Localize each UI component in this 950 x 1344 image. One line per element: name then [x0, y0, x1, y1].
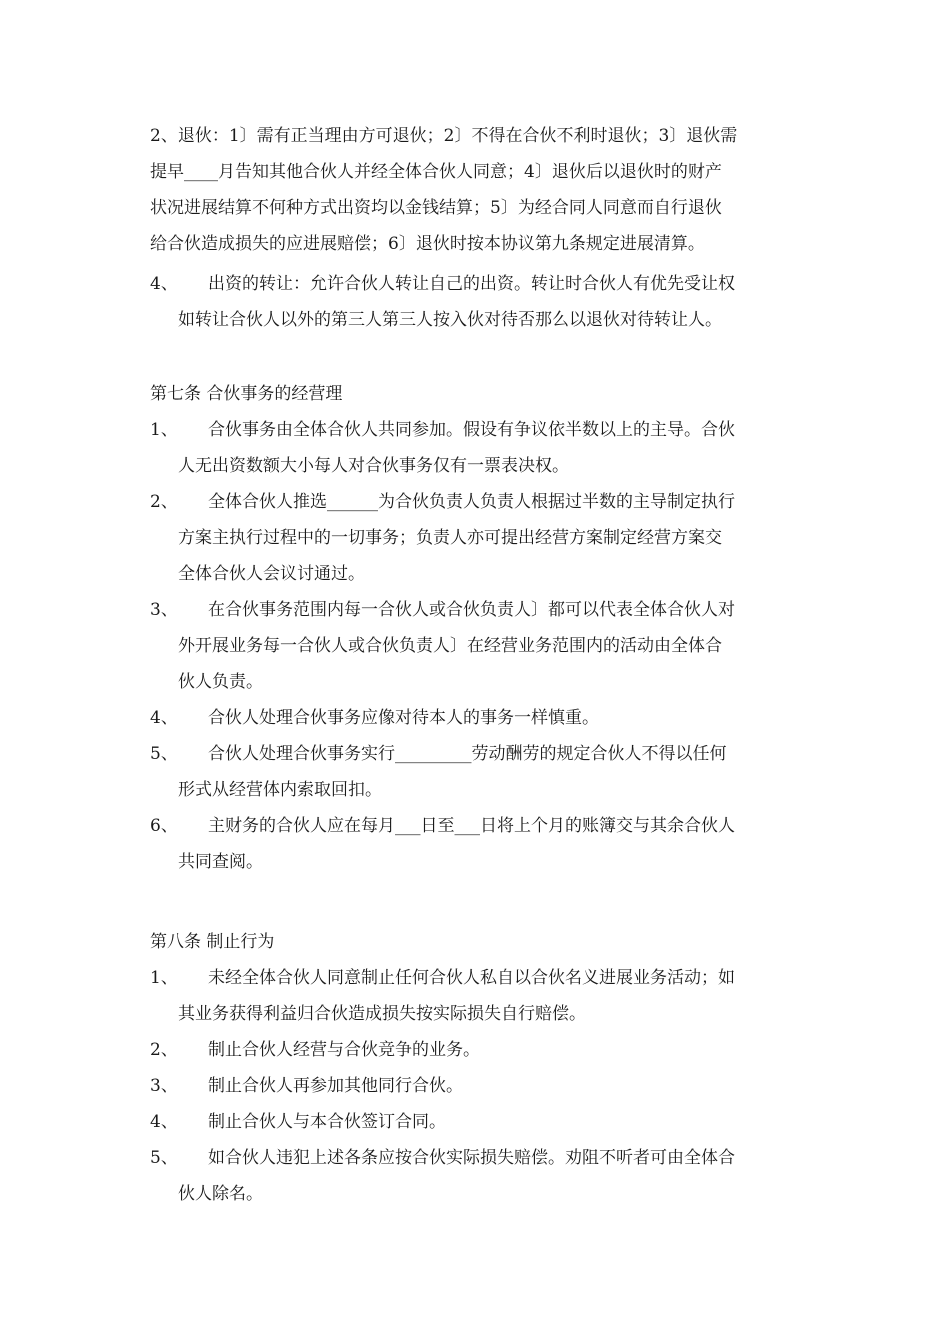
paragraph-line: 伙人负责。: [178, 672, 263, 692]
list-item-first-line: [150, 412, 810, 448]
section6-item2: [150, 118, 810, 262]
paragraph-line: 人无出资数额大小每人对合伙事务仅有一票表决权。: [178, 456, 569, 476]
list-number: 5、: [150, 744, 178, 764]
list-number: 1、: [150, 968, 178, 988]
list-item-first-line: [150, 1140, 810, 1176]
list-item: [150, 1068, 810, 1104]
paragraph-line: 在合伙事务范围内每一合伙人或合伙负责人〕都可以代表全体合伙人对: [208, 600, 735, 620]
list-item: [150, 736, 810, 808]
list-item: [150, 808, 810, 880]
paragraph-line: 制止合伙人经营与合伙竞争的业务。: [208, 1040, 480, 1060]
paragraph-line: 外开展业务每一合伙人或合伙负责人〕在经营业务范围内的活动由全体合: [178, 636, 722, 656]
paragraph-line: 如合伙人违犯上述各条应按合伙实际损失赔偿。劝阻不听者可由全体合: [208, 1148, 735, 1168]
paragraph-line: 形式从经营体内索取回扣。: [178, 780, 382, 800]
list-item-first-line: [150, 1068, 810, 1104]
list-number: 1、: [150, 420, 178, 440]
list-number: 4、: [150, 1112, 178, 1132]
paragraph-line: 如转让合伙人以外的第三人第三人按入伙对待否那么以退伙对待转让人。: [178, 310, 722, 330]
list-item: [150, 1104, 810, 1140]
list-item: [150, 484, 810, 592]
list-item-first-line: [150, 808, 810, 844]
paragraph-line: 全体合伙人会议讨通过。: [178, 564, 365, 584]
list-item: [150, 1140, 810, 1212]
paragraph-line: 主财务的合伙人应在每月___日至___日将上个月的账簿交与其余合伙人: [208, 816, 735, 836]
list-item-first-line: [150, 736, 810, 772]
list-number: 3、: [150, 600, 178, 620]
list-number: 4、: [150, 708, 178, 728]
paragraph-line: 出资的转让：允许合伙人转让自己的出资。转让时合伙人有优先受让权: [208, 274, 735, 294]
section7: [150, 376, 810, 880]
list-item: [150, 700, 810, 736]
list-item-first-line: [150, 266, 810, 302]
paragraph-line: 提早____月告知其他合伙人并经全体合伙人同意；4〕退伙后以退伙时的财产: [150, 162, 722, 182]
list-item-first-line: [150, 1032, 810, 1068]
paragraph-line: 共同查阅。: [178, 852, 263, 872]
paragraph-line: 未经全体合伙人同意制止任何合伙人私自以合伙名义进展业务活动；如: [208, 968, 735, 988]
list-number: 2、: [150, 1040, 178, 1060]
paragraph-line: 全体合伙人推选______为合伙负责人负责人根据过半数的主导制定执行: [208, 492, 735, 512]
paragraph-line: 其业务获得利益归合伙造成损失按实际损失自行赔偿。: [178, 1004, 586, 1024]
section6-item4: [150, 266, 810, 338]
paragraph-line: 制止合伙人再参加其他同行合伙。: [208, 1076, 463, 1096]
list-item: [150, 412, 810, 484]
list-item-first-line: [150, 1104, 810, 1140]
paragraph-line: 合伙事务由全体合伙人共同参加。假设有争议依半数以上的主导。合伙: [208, 420, 735, 440]
list-item: [150, 960, 810, 1032]
paragraph-line: 合伙人处理合伙事务实行_________劳动酬劳的规定合伙人不得以任何: [208, 744, 727, 764]
list-item-first-line: [150, 484, 810, 520]
paragraph-line: 制止合伙人与本合伙签订合同。: [208, 1112, 446, 1132]
list-number: 6、: [150, 816, 178, 836]
paragraph-line: 合伙人处理合伙事务应像对待本人的事务一样慎重。: [208, 708, 599, 728]
list-item: [150, 1032, 810, 1068]
paragraph-line: 伙人除名。: [178, 1184, 263, 1204]
list-item-first-line: [150, 592, 810, 628]
paragraph-line: 方案主执行过程中的一切事务；负责人亦可提出经营方案制定经营方案交: [178, 528, 722, 548]
section8: [150, 924, 810, 1212]
paragraph-line: 给合伙造成损失的应进展赔偿；6〕退伙时按本协议第九条规定进展清算。: [150, 234, 705, 254]
list-number: 2、: [150, 492, 178, 512]
list-item: [150, 592, 810, 700]
list-item-first-line: [150, 700, 810, 736]
list-number: 5、: [150, 1148, 178, 1168]
paragraph-line: 状况进展结算不何种方式出资均以金钱结算；5〕为经合同人同意而自行退伙: [150, 198, 722, 218]
list-number: 3、: [150, 1076, 178, 1096]
section-title: 第七条 合伙事务的经营理: [150, 384, 343, 404]
section-title: 第八条 制止行为: [150, 932, 275, 952]
paragraph-line: 2、退伙：1〕需有正当理由方可退伙；2〕不得在合伙不利时退伙；3〕退伙需: [150, 126, 738, 146]
list-number: 4、: [150, 274, 178, 294]
list-item-first-line: [150, 960, 810, 996]
